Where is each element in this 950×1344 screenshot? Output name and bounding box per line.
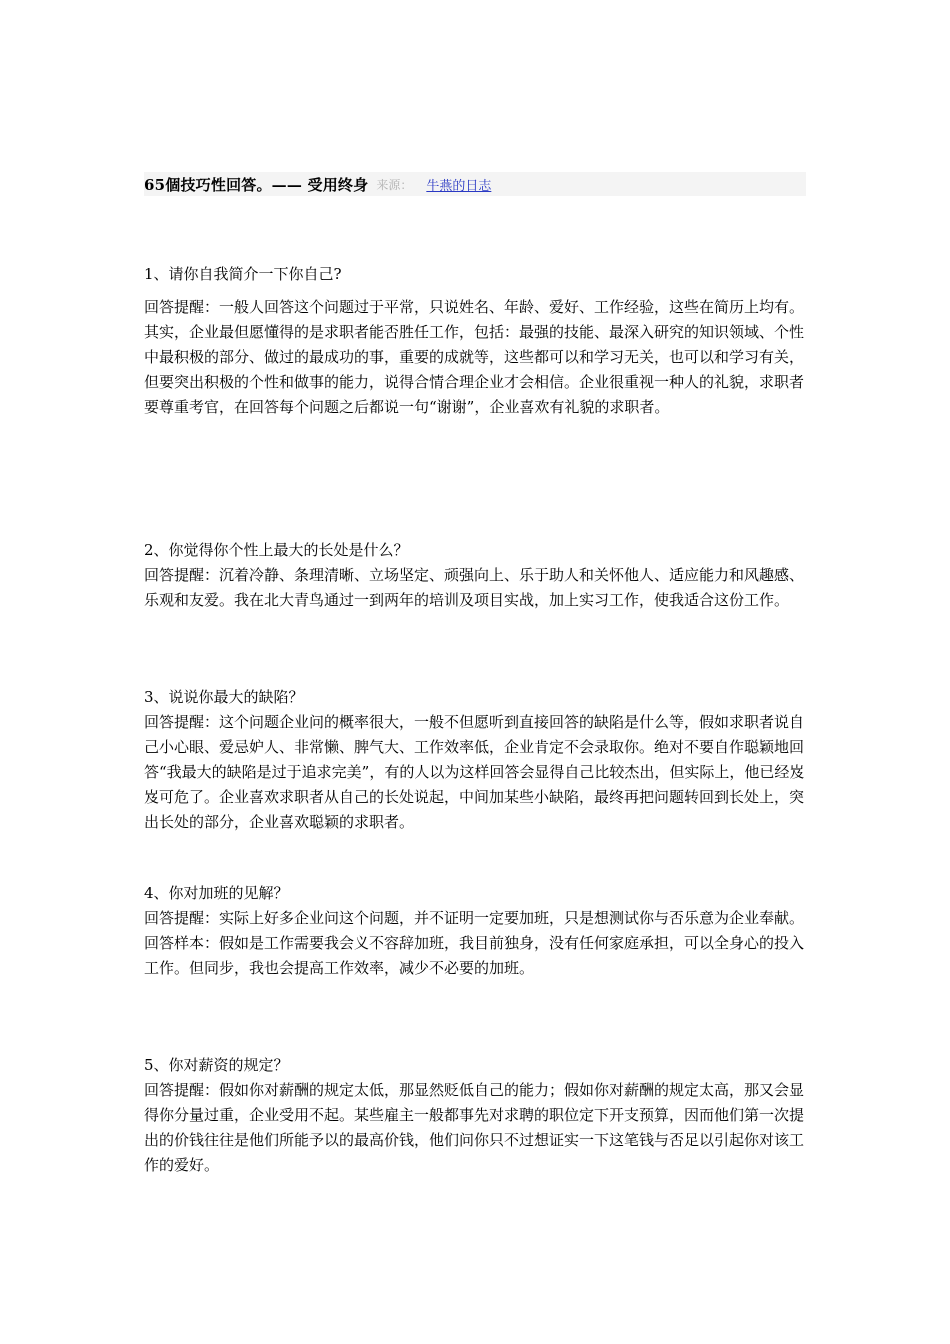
source-link[interactable]: 牛燕的日志 <box>426 178 492 194</box>
answer: 回答提醒：一般人回答这个问题过于平常，只说姓名、年龄、爱好、工作经验，这些在简历上均有。其实，企业最但愿懂得的是求职者能否胜任工作，包括：最强的技能、最深入研究的知识领域、个性中最积极的部分、做过的最成功的事，重要的成就等，这些都可以和学习无关，也可以和学习有关，但要突出积极的个性和做事的能力，说得合情合理企业才会相信。企业很重视一种人的礼貌，求职者要尊重考官，在回答每个问题之后都说一句“谢谢”，企业喜欢有礼貌的求职者。 <box>144 298 805 416</box>
qa-item-2 <box>144 538 808 613</box>
qa-item-1 <box>144 262 808 420</box>
answer: 回答提醒：这个问题企业问的概率很大，一般不但愿听到直接回答的缺陷是什么等，假如求职者说自己小心眼、爱忌妒人、非常懒、脾气大、工作效率低，企业肯定不会录取你。绝对不要自作聪颖地回答“我最大的缺陷是过于追求完美”，有的人以为这样回答会显得自己比较杰出，但实际上，他已经岌岌可危了。企业喜欢求职者从自己的长处说起，中间加某些小缺陷，最终再把问题转回到长处上，突出长处的部分，企业喜欢聪颖的求职者。 <box>144 713 805 831</box>
question: 3、说说你最大的缺陷？ <box>144 688 304 706</box>
question: 5、你对薪资的规定？ <box>144 1056 289 1074</box>
answer: 回答提醒：沉着冷静、条理清晰、立场坚定、顽强向上、乐于助人和关怀他人、适应能力和风趣感、乐观和友爱。我在北大青鸟通过一到两年的培训及项目实战，加上实习工作，使我适合这份工作。 <box>144 566 805 609</box>
article-title: 65個技巧性回答。—— 受用终身 <box>144 175 369 194</box>
question: 4、你对加班的见解？ <box>144 884 289 902</box>
qa-item-4 <box>144 881 808 981</box>
answer-sample: 回答样本：假如是工作需要我会义不容辞加班，我目前独身，没有任何家庭承担，可以全身心的投入工作。但同步，我也会提高工作效率，减少不必要的加班。 <box>144 934 805 977</box>
question: 1、请你自我简介一下你自己? <box>144 265 342 283</box>
qa-item-5 <box>144 1053 808 1178</box>
qa-item-3 <box>144 685 808 835</box>
answer: 回答提醒：实际上好多企业问这个问题，并不证明一定要加班，只是想测试你与否乐意为企业奉献。 <box>144 909 805 927</box>
source-label: 来源： <box>376 177 413 192</box>
answer: 回答提醒：假如你对薪酬的规定太低，那显然贬低自己的能力；假如你对薪酬的规定太高，那又会显得你分量过重，企业受用不起。某些雇主一般都事先对求聘的职位定下开支预算，因而他们第一次提出的价钱往往是他们所能予以的最高价钱，他们问你只不过想证实一下这笔钱与否足以引起你对该工作的爱好。 <box>144 1081 805 1174</box>
article-header <box>144 172 806 196</box>
question: 2、你觉得你个性上最大的长处是什么？ <box>144 541 409 559</box>
